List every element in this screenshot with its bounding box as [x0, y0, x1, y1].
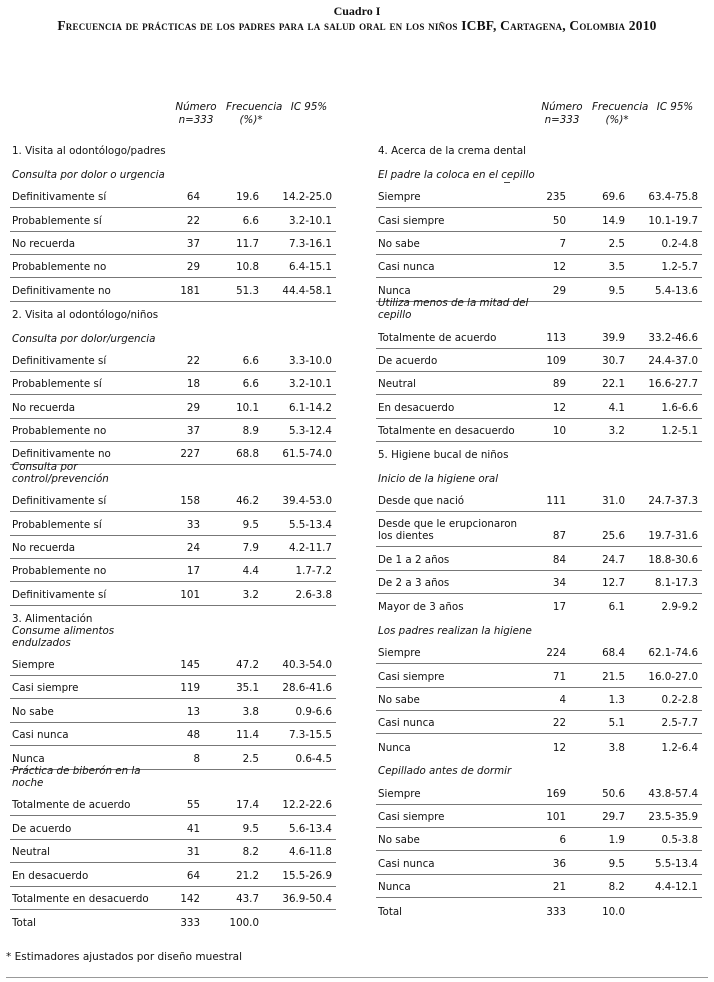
- percent-cell: 69.6: [602, 191, 625, 204]
- table-title: Frecuencia de prácticas de los padres para la salud oral en los niños ICBF, Cartagena, Colombia 2010: [57, 18, 657, 33]
- ci-cell: 10.1-19.7: [648, 214, 698, 227]
- subsection-heading: [376, 465, 702, 488]
- header-frequency: Frecuencia (%)*: [592, 101, 649, 126]
- row-label: Casi nunca: [378, 717, 435, 730]
- percent-cell: 46.2: [236, 495, 259, 508]
- section-heading: [376, 138, 702, 161]
- count-cell: 89: [552, 378, 566, 391]
- row-label: Probablemente no: [12, 565, 107, 578]
- count-cell: 227: [180, 448, 200, 461]
- section-heading: [376, 442, 702, 465]
- table-row: [10, 232, 336, 255]
- percent-cell: 11.7: [236, 237, 259, 250]
- table-row: [376, 208, 702, 231]
- row-label: 4. Acerca de la crema dental: [378, 145, 527, 158]
- row-label: De acuerdo: [12, 822, 72, 835]
- percent-cell: 11.4: [236, 729, 259, 742]
- count-cell: 109: [546, 354, 566, 367]
- percent-cell: 9.5: [608, 857, 625, 870]
- ci-cell: 4.2-11.7: [288, 542, 332, 555]
- subsection-heading: [376, 297, 702, 325]
- count-cell: 33: [186, 518, 200, 531]
- table-row: [10, 582, 336, 605]
- ci-cell: 0.6-4.5: [295, 752, 332, 765]
- table-row: [376, 851, 702, 874]
- row-label: Casi nunca: [378, 857, 435, 870]
- ci-cell: 36.9-50.4: [282, 892, 332, 905]
- ci-cell: 2.5-7.7: [661, 717, 698, 730]
- count-cell: 17: [552, 601, 566, 614]
- percent-cell: 5.1: [608, 717, 625, 730]
- count-cell: 50: [552, 214, 566, 227]
- row-label: Definitivamente no: [12, 284, 111, 297]
- subsection-heading: [376, 161, 702, 184]
- count-cell: 22: [186, 354, 200, 367]
- ci-cell: 23.5-35.9: [648, 810, 698, 823]
- ci-cell: 4.6-11.8: [288, 846, 332, 859]
- table-row: [376, 349, 702, 372]
- row-label: Neutral: [378, 378, 417, 391]
- row-label: De 1 a 2 años: [378, 553, 450, 566]
- row-label: Casi nunca: [378, 261, 435, 274]
- percent-cell: 6.6: [242, 378, 259, 391]
- table-row: [10, 372, 336, 395]
- percent-cell: 47.2: [236, 658, 259, 671]
- percent-cell: 9.5: [242, 822, 259, 835]
- table-row: [10, 255, 336, 278]
- table-row: [376, 781, 702, 804]
- table-row: [376, 232, 702, 255]
- row-label: No sabe: [12, 705, 54, 718]
- count-cell: 37: [186, 425, 200, 438]
- percent-cell: 22.1: [602, 378, 625, 391]
- ci-cell: 5.6-13.4: [288, 822, 332, 835]
- table-row: [376, 828, 702, 851]
- row-label: Probablemente no: [12, 425, 107, 438]
- row-label: Casi siempre: [378, 810, 445, 823]
- percent-cell: 29.7: [602, 810, 625, 823]
- left-table-header: [10, 98, 336, 138]
- ci-cell: 63.4-75.8: [648, 191, 698, 204]
- count-cell: 333: [180, 917, 200, 930]
- count-cell: 8: [193, 752, 200, 765]
- table-row: [10, 349, 336, 372]
- row-label: Definitivamente sí: [12, 354, 107, 367]
- row-label: Consulta por dolor o urgencia: [12, 168, 165, 181]
- percent-cell: 100.0: [229, 917, 259, 930]
- underline-mark: [504, 182, 510, 183]
- left-table: [10, 98, 336, 933]
- count-cell: 29: [186, 401, 200, 414]
- table-row: [10, 185, 336, 208]
- count-cell: 10: [552, 425, 566, 438]
- header-ci: IC 95%: [290, 101, 328, 113]
- table-row: [376, 571, 702, 594]
- row-label: Los padres realizan la higiene: [378, 624, 532, 637]
- count-cell: 113: [546, 331, 566, 344]
- ci-cell: 16.6-27.7: [648, 378, 698, 391]
- percent-cell: 4.1: [608, 401, 625, 414]
- table-row: [376, 547, 702, 570]
- row-label: 5. Higiene bucal de niños: [378, 449, 509, 462]
- percent-cell: 3.2: [608, 425, 625, 438]
- row-label: Nunca: [378, 881, 411, 894]
- row-label: 3. Alimentación: [12, 613, 93, 626]
- count-cell: 29: [552, 284, 566, 297]
- row-label: Total: [12, 917, 37, 930]
- table-row: [376, 594, 702, 617]
- count-cell: 18: [186, 378, 200, 391]
- row-label: Nunca: [12, 752, 45, 765]
- row-label: Casi siempre: [12, 682, 79, 695]
- count-cell: 34: [552, 577, 566, 590]
- count-cell: 48: [186, 729, 200, 742]
- ci-cell: 40.3-54.0: [282, 658, 332, 671]
- percent-cell: 6.6: [242, 214, 259, 227]
- table-row: [10, 489, 336, 512]
- percent-cell: 50.6: [602, 787, 625, 800]
- percent-cell: 3.2: [242, 588, 259, 601]
- table-row: [376, 734, 702, 757]
- table-row: [376, 255, 702, 278]
- subsection-heading: [10, 325, 336, 348]
- total-row: [10, 910, 336, 933]
- table-row: [376, 805, 702, 828]
- count-cell: 84: [552, 553, 566, 566]
- ci-cell: 0.2-4.8: [661, 237, 698, 250]
- row-label: 2. Visita al odontólogo/niños: [12, 309, 159, 322]
- ci-cell: 1.2-6.4: [661, 741, 698, 754]
- row-label: No sabe: [378, 237, 420, 250]
- ci-cell: 5.5-13.4: [288, 518, 332, 531]
- percent-cell: 68.4: [602, 647, 625, 660]
- percent-cell: 3.8: [608, 741, 625, 754]
- percent-cell: 21.5: [602, 670, 625, 683]
- ci-cell: 6.1-14.2: [288, 401, 332, 414]
- count-cell: 64: [186, 869, 200, 882]
- percent-cell: 19.6: [236, 191, 259, 204]
- row-label: Probablemente sí: [12, 518, 102, 531]
- row-label: En desacuerdo: [12, 869, 89, 882]
- percent-cell: 9.5: [608, 284, 625, 297]
- row-label: El padre la coloca en el cepillo: [378, 168, 535, 181]
- percent-cell: 51.3: [236, 284, 259, 297]
- percent-cell: 21.2: [236, 869, 259, 882]
- header-frequency: Frecuencia (%)*: [226, 101, 283, 126]
- row-label: Desde que le erupcionaron los dientes: [378, 518, 518, 543]
- table-row: [376, 325, 702, 348]
- row-label: Totalmente en desacuerdo: [378, 425, 515, 438]
- subsection-heading: [10, 161, 336, 184]
- percent-cell: 10.1: [236, 401, 259, 414]
- row-label: Siempre: [378, 787, 421, 800]
- percent-cell: 2.5: [608, 237, 625, 250]
- row-label: Casi siempre: [378, 670, 445, 683]
- ci-cell: 28.6-41.6: [282, 682, 332, 695]
- count-cell: 158: [180, 495, 200, 508]
- row-label: 1. Visita al odontólogo/padres: [12, 145, 166, 158]
- table-row: [376, 875, 702, 898]
- ci-cell: 18.8-30.6: [648, 553, 698, 566]
- ci-cell: 0.2-2.8: [661, 693, 698, 706]
- count-cell: 12: [552, 401, 566, 414]
- row-label: Nunca: [378, 284, 411, 297]
- ci-cell: 5.5-13.4: [654, 857, 698, 870]
- row-label: Siempre: [378, 191, 421, 204]
- section-heading: [10, 138, 336, 161]
- percent-cell: 68.8: [236, 448, 259, 461]
- count-cell: 71: [552, 670, 566, 683]
- ci-cell: 12.2-22.6: [282, 799, 332, 812]
- row-label: Definitivamente sí: [12, 588, 107, 601]
- count-cell: 22: [186, 214, 200, 227]
- table-row: [10, 793, 336, 816]
- count-cell: 36: [552, 857, 566, 870]
- percent-cell: 1.3: [608, 693, 625, 706]
- row-label: De 2 a 3 años: [378, 577, 450, 590]
- subsection-heading: [10, 624, 336, 652]
- row-label: No recuerda: [12, 542, 76, 555]
- table-row: [376, 641, 702, 664]
- ci-cell: 24.4-37.0: [648, 354, 698, 367]
- row-label: Total: [378, 905, 403, 918]
- row-label: No recuerda: [12, 237, 76, 250]
- percent-cell: 12.7: [602, 577, 625, 590]
- row-label: Nunca: [378, 741, 411, 754]
- row-label: Totalmente de acuerdo: [378, 331, 497, 344]
- table-row: [376, 372, 702, 395]
- table-row: [10, 676, 336, 699]
- count-cell: 31: [186, 846, 200, 859]
- ci-cell: 39.4-53.0: [282, 495, 332, 508]
- ci-cell: 0.9-6.6: [295, 705, 332, 718]
- percent-cell: 39.9: [602, 331, 625, 344]
- ci-cell: 3.2-10.1: [288, 378, 332, 391]
- row-label: Definitivamente sí: [12, 191, 107, 204]
- count-cell: 181: [180, 284, 200, 297]
- table-row: [376, 395, 702, 418]
- ci-cell: 24.7-37.3: [648, 495, 698, 508]
- count-cell: 22: [552, 717, 566, 730]
- count-cell: 41: [186, 822, 200, 835]
- row-label: No recuerda: [12, 401, 76, 414]
- percent-cell: 8.9: [242, 425, 259, 438]
- ci-cell: 44.4-58.1: [282, 284, 332, 297]
- ci-cell: 5.3-12.4: [288, 425, 332, 438]
- row-label: Mayor de 3 años: [378, 601, 464, 614]
- percent-cell: 1.9: [608, 834, 625, 847]
- subsection-heading: [376, 758, 702, 781]
- table-row: [10, 395, 336, 418]
- row-label: No sabe: [378, 693, 420, 706]
- table-row: [376, 711, 702, 734]
- ci-cell: 16.0-27.0: [648, 670, 698, 683]
- count-cell: 7: [559, 237, 566, 250]
- ci-cell: 1.2-5.7: [661, 261, 698, 274]
- count-cell: 111: [546, 495, 566, 508]
- count-cell: 55: [186, 799, 200, 812]
- count-cell: 13: [186, 705, 200, 718]
- table-row: [376, 185, 702, 208]
- count-cell: 29: [186, 261, 200, 274]
- ci-cell: 19.7-31.6: [648, 530, 698, 543]
- row-label: Siempre: [12, 658, 55, 671]
- percent-cell: 2.5: [242, 752, 259, 765]
- percent-cell: 24.7: [602, 553, 625, 566]
- header-ci: IC 95%: [656, 101, 694, 113]
- table-row: [10, 208, 336, 231]
- table-row: [376, 688, 702, 711]
- row-label: Casi siempre: [378, 214, 445, 227]
- count-cell: 145: [180, 658, 200, 671]
- row-label: En desacuerdo: [378, 401, 455, 414]
- ci-cell: 62.1-74.6: [648, 647, 698, 660]
- right-table-header: [376, 98, 702, 138]
- ci-cell: 61.5-74.0: [282, 448, 332, 461]
- right-table: [376, 98, 702, 922]
- count-cell: 235: [546, 191, 566, 204]
- percent-cell: 7.9: [242, 542, 259, 555]
- count-cell: 37: [186, 237, 200, 250]
- row-label: Utiliza menos de la mitad del cepillo: [378, 297, 529, 322]
- ci-cell: 7.3-15.5: [288, 729, 332, 742]
- table-row: [10, 723, 336, 746]
- ci-cell: 3.2-10.1: [288, 214, 332, 227]
- row-label: Totalmente de acuerdo: [12, 799, 131, 812]
- row-label: Probablemente sí: [12, 378, 102, 391]
- row-label: Definitivamente no: [12, 448, 111, 461]
- header-number: Número n=333: [175, 101, 217, 126]
- ci-cell: 2.9-9.2: [661, 601, 698, 614]
- count-cell: 12: [552, 261, 566, 274]
- row-label: Probablemente no: [12, 261, 107, 274]
- count-cell: 224: [546, 647, 566, 660]
- subsection-heading: [10, 764, 336, 793]
- table-row: [376, 489, 702, 512]
- subsection-heading: [376, 617, 702, 640]
- percent-cell: 10.8: [236, 261, 259, 274]
- subsection-heading: [10, 460, 336, 488]
- percent-cell: 6.1: [608, 601, 625, 614]
- table-row: [376, 664, 702, 687]
- ci-cell: 2.6-3.8: [295, 588, 332, 601]
- percent-cell: 31.0: [602, 495, 625, 508]
- total-row: [376, 898, 702, 921]
- percent-cell: 3.8: [242, 705, 259, 718]
- count-cell: 24: [186, 542, 200, 555]
- count-cell: 333: [546, 905, 566, 918]
- ci-cell: 1.7-7.2: [295, 565, 332, 578]
- table-row: [376, 512, 702, 547]
- row-label: Neutral: [12, 846, 51, 859]
- row-label: Casi nunca: [12, 729, 69, 742]
- row-label: Inicio de la higiene oral: [378, 472, 499, 485]
- count-cell: 6: [559, 834, 566, 847]
- ci-cell: 15.5-26.9: [282, 869, 332, 882]
- count-cell: 4: [559, 693, 566, 706]
- table-row: [10, 887, 336, 910]
- section-heading: [10, 302, 336, 325]
- percent-cell: 9.5: [242, 518, 259, 531]
- percent-cell: 25.6: [602, 530, 625, 543]
- row-label: Consume alimentos endulzados: [12, 624, 115, 649]
- table-row: [10, 278, 336, 301]
- ci-cell: 6.4-15.1: [288, 261, 332, 274]
- ci-cell: 5.4-13.6: [654, 284, 698, 297]
- ci-cell: 1.2-5.1: [661, 425, 698, 438]
- table-number: Cuadro I: [333, 4, 381, 18]
- ci-cell: 8.1-17.3: [654, 577, 698, 590]
- ci-cell: 0.5-3.8: [661, 834, 698, 847]
- percent-cell: 8.2: [242, 846, 259, 859]
- table-row: [10, 699, 336, 722]
- ci-cell: 14.2-25.0: [282, 191, 332, 204]
- count-cell: 101: [180, 588, 200, 601]
- row-label: Cepillado antes de dormir: [378, 765, 512, 778]
- table-row: [10, 559, 336, 582]
- table-row: [10, 840, 336, 863]
- row-label: Definitivamente sí: [12, 495, 107, 508]
- percent-cell: 43.7: [236, 892, 259, 905]
- table-row: [10, 512, 336, 535]
- row-label: Probablemente sí: [12, 214, 102, 227]
- count-cell: 17: [186, 565, 200, 578]
- ci-cell: 7.3-16.1: [288, 237, 332, 250]
- percent-cell: 30.7: [602, 354, 625, 367]
- row-label: Consulta por dolor/urgencia: [12, 332, 156, 345]
- row-label: Siempre: [378, 647, 421, 660]
- ci-cell: 4.4-12.1: [654, 881, 698, 894]
- percent-cell: 8.2: [608, 881, 625, 894]
- count-cell: 21: [552, 881, 566, 894]
- table-row: [10, 536, 336, 559]
- percent-cell: 14.9: [602, 214, 625, 227]
- count-cell: 119: [180, 682, 200, 695]
- row-label: De acuerdo: [378, 354, 438, 367]
- ci-cell: 1.6-6.6: [661, 401, 698, 414]
- percent-cell: 10.0: [602, 905, 625, 918]
- header-number: Número n=333: [541, 101, 583, 126]
- ci-cell: 33.2-46.6: [648, 331, 698, 344]
- row-label: Consulta por control/prevención: [12, 460, 109, 485]
- ci-cell: 43.8-57.4: [648, 787, 698, 800]
- percent-cell: 6.6: [242, 354, 259, 367]
- count-cell: 12: [552, 741, 566, 754]
- percent-cell: 17.4: [236, 799, 259, 812]
- row-label: Totalmente en desacuerdo: [12, 892, 149, 905]
- row-label: Práctica de biberón en la noche: [12, 764, 141, 789]
- table-row: [10, 863, 336, 886]
- row-label: No sabe: [378, 834, 420, 847]
- count-cell: 101: [546, 810, 566, 823]
- count-cell: 169: [546, 787, 566, 800]
- ci-cell: 3.3-10.0: [288, 354, 332, 367]
- table-row: [10, 419, 336, 442]
- table-row: [376, 419, 702, 442]
- row-label: Desde que nació: [378, 495, 465, 508]
- percent-cell: 3.5: [608, 261, 625, 274]
- table-row: [10, 653, 336, 676]
- count-cell: 142: [180, 892, 200, 905]
- percent-cell: 35.1: [236, 682, 259, 695]
- footer-rule: [6, 977, 708, 978]
- table-row: [10, 816, 336, 839]
- percent-cell: 4.4: [242, 565, 259, 578]
- count-cell: 87: [552, 530, 566, 543]
- count-cell: 64: [186, 191, 200, 204]
- footnote: * Estimadores ajustados por diseño muestral: [6, 951, 243, 963]
